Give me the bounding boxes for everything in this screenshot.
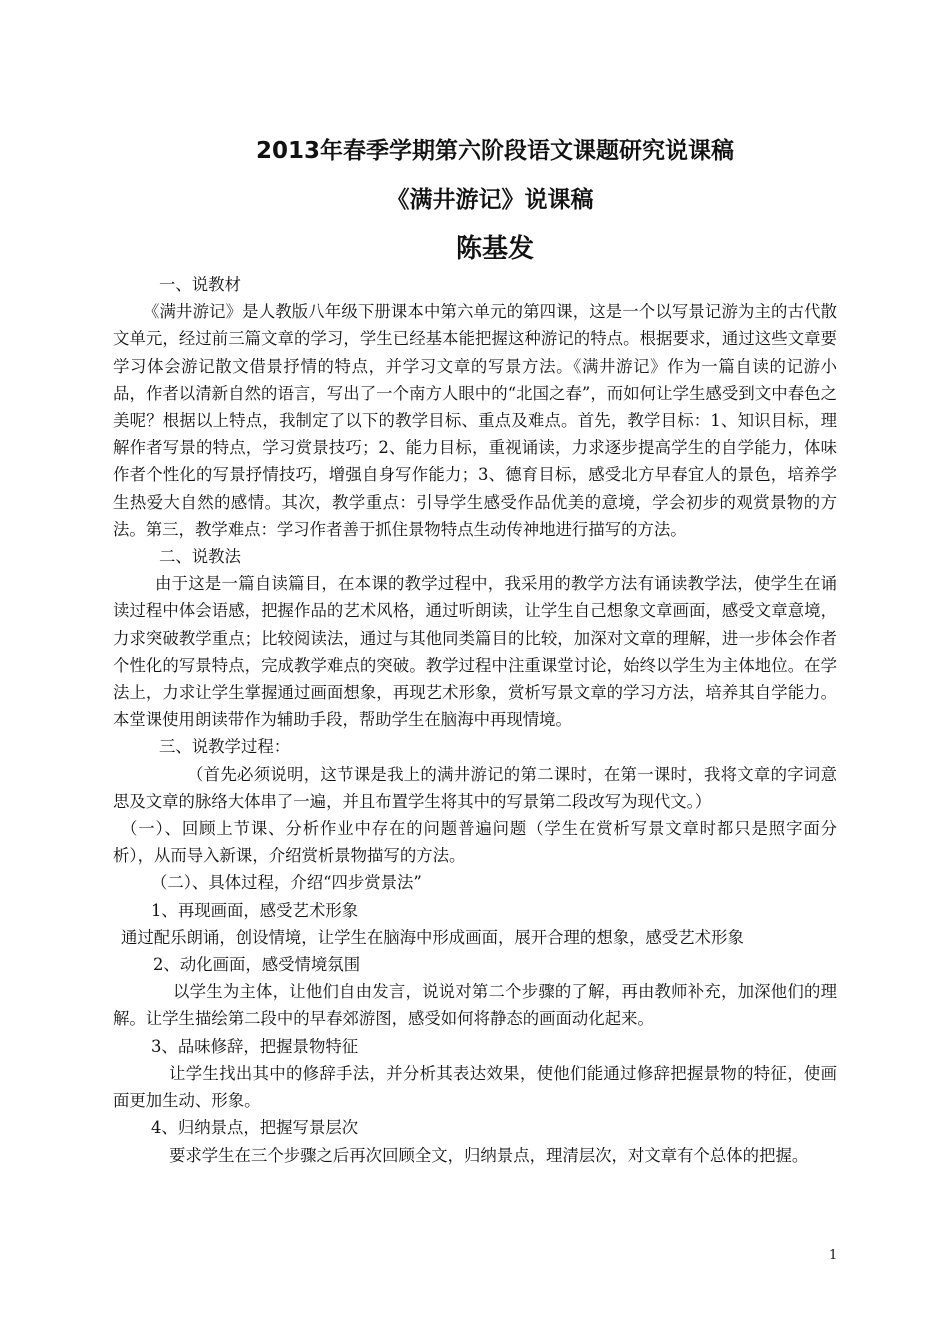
- document-title: 2013年春季学期第六阶段语文课题研究说课稿: [255, 138, 734, 164]
- step-2-text: 以学生为主体，让他们自由发言，说说对第二个步骤的了解，再由教师补充，加深他们的理解。让学生描绘第二段中的早春郊游图，感受如何将静态的画面动化起来。: [113, 982, 837, 1029]
- process-part-one: （一）、回顾上节课、分析作业中存在的问题普遍问题（学生在赏析写景文章时都只是照字面分析），从而导入新课，介绍赏析景物描写的方法。: [113, 819, 837, 866]
- section-text-method: 由于这是一篇自读篇目，在本课的教学过程中，我采用的教学方法有诵读教学法，使学生在诵读过程中体会语感，把握作品的艺术风格，通过听朗读，让学生自己想象文章画面，感受文章意境，力求突破教学重点；比较阅读法，通过与其他同类篇目的比较，加深对文章的理解，进一步体会作者个性化的写景特点，完成教学难点的突破。教学过程中注重课堂讨论，始终以学生为主体地位。在学法上，力求让学生掌握通过画面想象，再现艺术形象，赏析写景文章的学习方法，培养其自学能力。本堂课使用朗读带作为辅助手段，帮助学生在脑海中再现情境。: [113, 574, 837, 730]
- section-heading-process: 三、说教学过程：: [159, 737, 291, 757]
- step-3-heading: 3、品味修辞，把握景物特征: [151, 1036, 359, 1056]
- step-4-heading: 4、归纳景点，把握写景层次: [151, 1118, 359, 1138]
- process-part-two: （二）、具体过程，介绍“四步赏景法”: [151, 873, 422, 893]
- document-subtitle: 《满井游记》说课稿: [386, 187, 594, 213]
- step-1-heading: 1、再现画面，感受艺术形象: [151, 900, 359, 920]
- step-1-text: 通过配乐朗诵，创设情境，让学生在脑海中形成画面，展开合理的想象，感受艺术形象: [121, 927, 744, 947]
- section-heading-method: 二、说教法: [159, 547, 241, 567]
- step-2-heading: 2、动化画面，感受情境氛围: [153, 955, 361, 975]
- step-3-text: 让学生找出其中的修辞手法，并分析其表达效果，使他们能通过修辞把握景物的特征，使画面更加生动、形象。: [113, 1063, 837, 1111]
- process-note: （首先必须说明，这节课是我上的满井游记的第二课时，在第一课时，我将文章的字词意思及文章的脉络大体串了一遍，并且布置学生将其中的写景第二段改写为现代文。）: [113, 764, 837, 811]
- page-number: 1: [829, 1248, 838, 1263]
- section-text-textbook: 《满井游记》是人教版八年级下册课本中第六单元的第四课，这是一个以写景记游为主的古代散文单元，经过前三篇文章的学习，学生已经基本能把握这种游记的特点。根据要求，通过这些文章要学习体会游记散文借景抒情的特点，并学习文章的写景方法。《满井游记》作为一篇自读的记游小品，作者以清新自然的语言，写出了一个南方人眼中的“北国之春”，而如何让学生感受到文中春色之美呢？根据以上特点，我制定了以下的教学目标、重点及难点。首先，教学目标：1、知识目标，理解作者写景的特点，学习赏景技巧；2、能力目标，重视诵读，力求逐步提高学生的自学能力，体味作者个性化的写景抒情技巧，增强自身写作能力；3、德育目标，感受北方早春宜人的景色，培养学生热爱大自然的感情。其次，教学重点：引导学生感受作品优美的意境，学会初步的观赏景物的方法。第三，教学难点：学习作者善于抓住景物特点生动传神地进行描写的方法。: [113, 302, 837, 539]
- document-author: 陈基发: [455, 234, 534, 264]
- document-body: [113, 271, 837, 1169]
- step-4-text: 要求学生在三个步骤之后再次回顾全文，归纳景点，理清层次，对文章有个总体的把握。: [169, 1145, 809, 1165]
- section-heading-textbook: 一、说教材: [159, 275, 241, 294]
